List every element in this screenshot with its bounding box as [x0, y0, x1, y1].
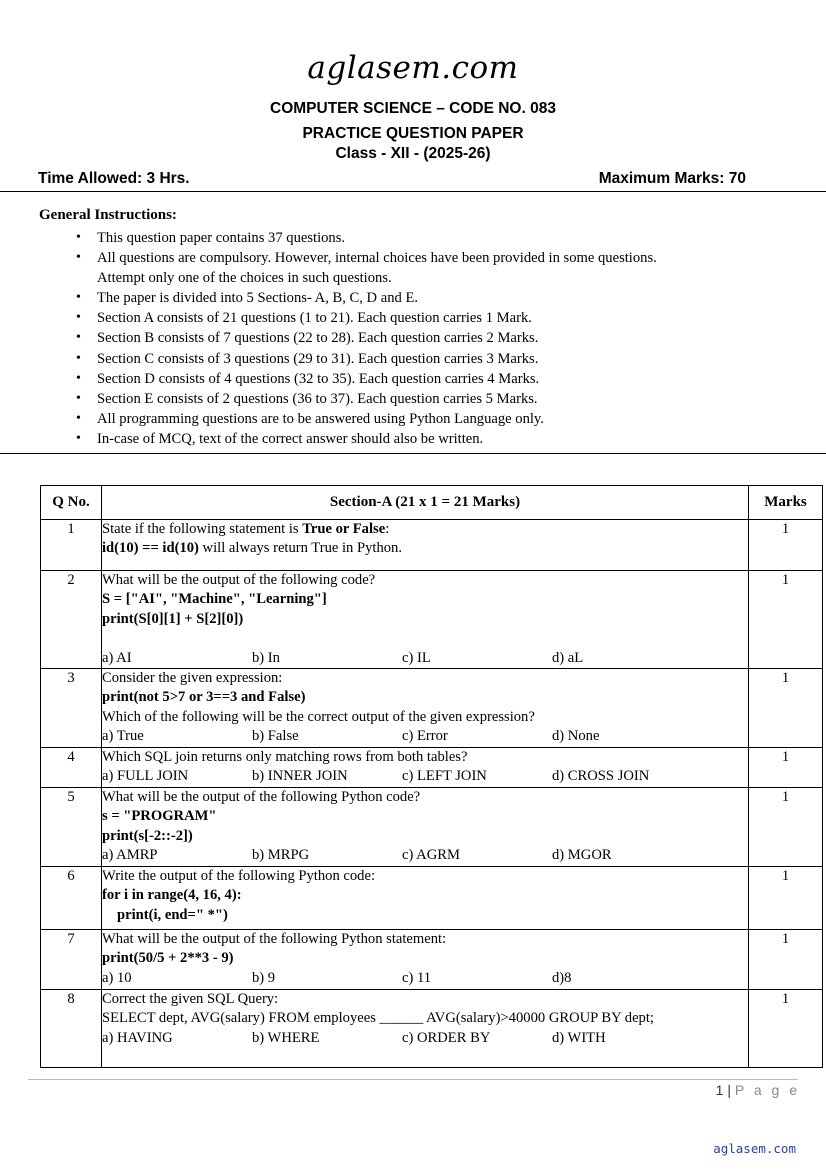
option: c) IL — [402, 649, 431, 666]
q6-text: Write the output of the following Python code: — [102, 868, 375, 885]
q6-code: print(i, end=" *") — [117, 906, 228, 923]
q2-text: What will be the output of the following code? — [102, 572, 376, 588]
subject-title: COMPUTER SCIENCE – CODE NO. 083 — [270, 100, 556, 117]
question-text — [102, 669, 749, 748]
question-marks: 1 — [749, 867, 823, 930]
q1-colon: : — [385, 521, 390, 537]
option: d) WITH — [552, 1029, 606, 1046]
instruction-item: • All programming questions are to be answered using Python Language only. — [76, 409, 676, 429]
q5-code: s = "PROGRAM" — [102, 808, 217, 825]
question-marks: 1 — [749, 788, 823, 867]
marks-header: Marks — [749, 486, 823, 520]
class-title: Class - XII - (2025-26) — [335, 145, 491, 162]
q1-bold-text: True or False — [302, 521, 386, 537]
option: d) CROSS JOIN — [552, 768, 650, 785]
option: d) aL — [552, 649, 584, 666]
option: b) WHERE — [252, 1029, 320, 1046]
q5-code: print(s[-2::-2]) — [102, 827, 193, 844]
q3-code: print(not 5>7 or 3==3 and False) — [102, 689, 306, 706]
page-label: P a g e — [734, 1082, 800, 1098]
option: a) True — [102, 728, 144, 745]
option: d) None — [552, 728, 600, 745]
question-number: 1 — [41, 520, 102, 571]
question-number: 3 — [41, 669, 102, 748]
question-number: 5 — [41, 788, 102, 867]
section-header: Section-A (21 x 1 = 21 Marks) — [102, 486, 749, 520]
option: d)8 — [552, 969, 572, 986]
question-row — [41, 930, 823, 990]
option: d) MGOR — [552, 847, 612, 864]
footer-watermark: aglasem.com — [713, 1141, 796, 1156]
question-row — [41, 867, 823, 930]
question-marks: 1 — [749, 748, 823, 788]
time-marks-row — [38, 170, 746, 188]
option: a) 10 — [102, 969, 132, 986]
question-row — [41, 990, 823, 1068]
option: c) 11 — [402, 969, 432, 986]
q2-code: S = ["AI", "Machine", "Learning"] — [102, 591, 327, 608]
option: a) AI — [102, 649, 132, 666]
instructions-divider — [0, 453, 826, 454]
q7-code: print(50/5 + 2**3 - 9) — [102, 950, 234, 967]
option: c) ORDER BY — [402, 1029, 491, 1046]
question-text — [102, 867, 749, 930]
instruction-item: • This question paper contains 37 questions. — [76, 228, 676, 248]
option: b) INNER JOIN — [252, 768, 348, 785]
instructions-title: General Instructions: — [39, 207, 177, 223]
instruction-item: • Section C consists of 3 questions (29 to 31). Each question carries 3 Marks. — [76, 349, 676, 369]
q5-options — [102, 846, 748, 865]
option: c) Error — [402, 728, 448, 745]
qno-header: Q No. — [41, 486, 102, 520]
header-divider — [0, 191, 826, 192]
question-marks: 1 — [749, 930, 823, 990]
q3-options — [102, 727, 748, 746]
paper-title: PRACTICE QUESTION PAPER — [302, 125, 524, 142]
maximum-marks: Maximum Marks: 70 — [598, 170, 746, 187]
question-number: 4 — [41, 748, 102, 788]
instructions-list — [76, 228, 676, 449]
q5-text: What will be the output of the following Python code? — [102, 789, 421, 806]
question-text — [102, 571, 749, 669]
table-header-row — [41, 486, 823, 520]
question-text — [102, 520, 749, 571]
q8-text: SELECT dept, AVG(salary) FROM employees ______ AVG(salary)>40000 GROUP BY dept; — [102, 1010, 654, 1027]
time-allowed: Time Allowed: 3 Hrs. — [38, 170, 190, 187]
question-marks: 1 — [749, 669, 823, 748]
option: c) LEFT JOIN — [402, 768, 487, 785]
instruction-item: • All questions are compulsory. However, internal choices have been provided in some questions. Attempt only one of the choices in such questions. — [76, 248, 676, 288]
question-marks: 1 — [749, 520, 823, 571]
site-logo: aglasem.com — [307, 50, 519, 86]
option: b) In — [252, 649, 280, 666]
question-text — [102, 788, 749, 867]
footer-divider — [28, 1079, 798, 1080]
instruction-item: • In-case of MCQ, text of the correct answer should also be written. — [76, 429, 676, 449]
option: a) FULL JOIN — [102, 768, 189, 785]
q6-code: for i in range(4, 16, 4): — [102, 887, 242, 904]
instruction-item: • Section B consists of 7 questions (22 to 28). Each question carries 2 Marks. — [76, 328, 676, 348]
question-text — [102, 990, 749, 1068]
page-number — [716, 1082, 800, 1098]
q8-options — [102, 1029, 748, 1048]
q1-code: id(10) == id(10) — [102, 540, 199, 557]
question-marks: 1 — [749, 990, 823, 1068]
q4-text: Which SQL join returns only matching rows from both tables? — [102, 749, 468, 766]
q1-text: State if the following statement is — [102, 521, 303, 537]
option: b) MRPG — [252, 847, 310, 864]
question-row — [41, 669, 823, 748]
q2-options — [102, 649, 748, 668]
question-row — [41, 571, 823, 669]
option: b) False — [252, 728, 299, 745]
instruction-item: • Section D consists of 4 questions (32 to 35). Each question carries 4 Marks. — [76, 369, 676, 389]
question-number: 7 — [41, 930, 102, 990]
q3-text: Which of the following will be the correct output of the given expression? — [102, 708, 535, 725]
questions-table — [40, 485, 823, 1068]
option: a) HAVING — [102, 1029, 173, 1046]
instruction-item: • The paper is divided into 5 Sections- A, B, C, D and E. — [76, 288, 676, 308]
question-marks: 1 — [749, 571, 823, 669]
question-row — [41, 788, 823, 867]
instruction-item: • Section E consists of 2 questions (36 to 37). Each question carries 5 Marks. — [76, 389, 676, 409]
question-text — [102, 930, 749, 990]
q1-text-end: will always return True in Python. — [198, 540, 402, 557]
q7-options — [102, 969, 748, 988]
q7-text: What will be the output of the following Python statement: — [102, 931, 447, 948]
q8-text: Correct the given SQL Query: — [102, 991, 279, 1008]
q3-text: Consider the given expression: — [102, 670, 283, 687]
page-num: 1 — [715, 1082, 724, 1098]
question-number: 8 — [41, 990, 102, 1068]
q2-code: print(S[0][1] + S[2][0]) — [102, 610, 244, 627]
option: b) 9 — [252, 969, 276, 986]
page-separator: | — [723, 1082, 735, 1098]
question-text — [102, 748, 749, 788]
question-row — [41, 520, 823, 571]
question-number: 6 — [41, 867, 102, 930]
option: c) AGRM — [402, 847, 460, 864]
q4-options — [102, 767, 748, 786]
question-row — [41, 748, 823, 788]
instruction-item: • Section A consists of 21 questions (1 to 21). Each question carries 1 Mark. — [76, 308, 676, 328]
question-number: 2 — [41, 571, 102, 669]
option: a) AMRP — [102, 847, 158, 864]
